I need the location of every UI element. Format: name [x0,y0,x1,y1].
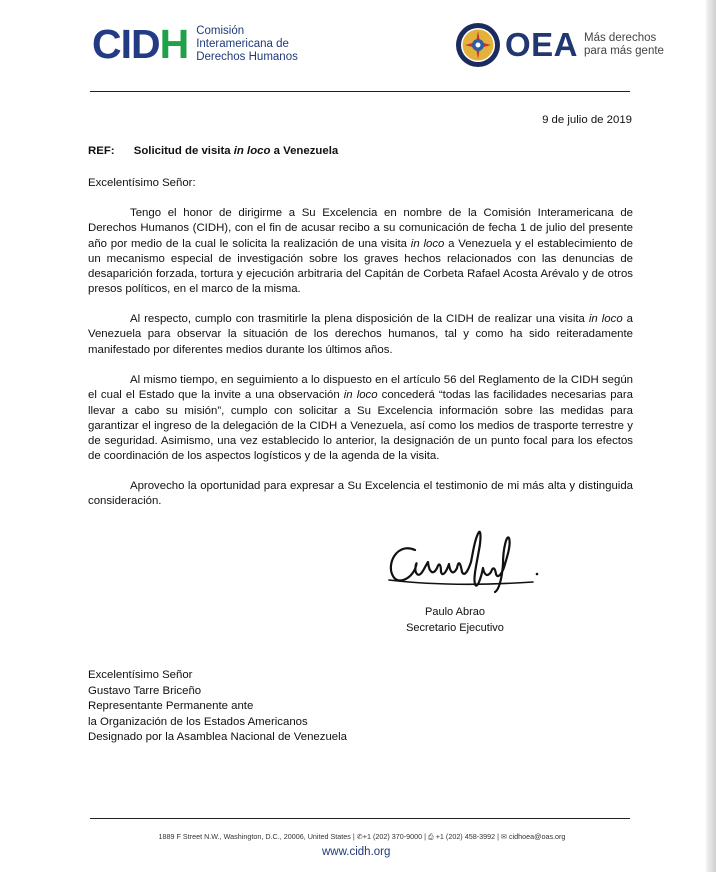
footer-contact: 1889 F Street N.W., Washington, D.C., 20006, United States | ✆+1 (202) 370-9000 | ⎙ +1 (202) 458-3992 | ✉ cidhoea@oas.org [158,832,566,841]
phone-icon: ✆ [356,832,363,841]
letter-date: 9 de julio de 2019 [542,114,632,126]
footer-email[interactable]: cidhoea@oas.org [508,832,566,841]
signer-title: Secretario Ejecutivo [406,622,504,634]
oea-seal-icon [455,22,501,68]
page-edge-shadow [706,0,716,872]
ref-label: REF: [88,145,115,157]
cidh-logo [92,21,298,67]
footer-website[interactable]: www.cidh.org [322,846,391,858]
recipient-address: Excelentísimo Señor Gustavo Tarre Briceño Representante Permanente ante la Organización de los Estados Americanos Designado por la Asamblea Nacional de Venezuela [88,669,347,744]
signer-name: Paulo Abrao [425,606,485,618]
footer-divider [90,818,630,819]
handwritten-signature [383,528,548,598]
ref-subject: Solicitud de visita in loco a Venezuela [133,145,339,157]
paragraph-4: Aprovecho la oportunidad para expresar a Su Excelencia el testimonio de mi más alta y distinguida consideración. [88,480,633,508]
salutation: Excelentísimo Señor: [88,177,196,189]
oea-logo [455,22,664,68]
footer-fax: +1 (202) 458-3992 [435,832,496,841]
fax-icon: ⎙ [427,832,434,841]
paragraph-1: Tengo el honor de dirigirme a Su Excelencia en nombre de la Comisión Interamericana de Derechos Humanos (CIDH), con el fin de acusar recibo a su comunicación de fecha 1 de julio del presente año por medio de la cual le solicita la realización de una visita in loco a Venezuela y el establecimiento de un mecanismo especial de investigación sobre los graves hechos relacionados con las denuncias de desaparición forzada, tortura y ejecución arbitraria del Capitán de Corbeta Rafael Acosta Arévalo y de otros presos políticos, en el marco de la misma. [88,207,633,296]
header-divider [90,91,630,92]
oea-wordmark: OEA [505,26,579,63]
oea-tagline: Más derechos para más gente [584,32,664,57]
email-icon: ✉ [500,832,507,841]
paragraph-3: Al mismo tiempo, en seguimiento a lo dispuesto en el artículo 56 del Reglamento de la CIDH según el cual el Estado que la invite a una observación in loco concederá “todas las facilidades necesarias para llevar a cabo su misión”, cumplo con solicitar a Su Excelencia información sobre las medidas para garantizar el ingreso de la delegación de la CIDH a Venezuela, así como los medios de trasporte terrestre y de seguridad. Asimismo, una vez establecido lo anterior, la designación de un punto focal para los efectos de coordinación de los aspectos logísticos y de la agenda de la visita. [88,374,633,463]
paragraph-2: Al respecto, cumplo con trasmitirle la plena disposición de la CIDH de realizar una visita in loco a Venezuela para observar la situación de los derechos humanos, tal y como ha sido reiteradamente manifestado por diferentes medios durante los últimos años. [88,313,633,356]
footer-address: 1889 F Street N.W., Washington, D.C., 20006, United States [158,832,351,841]
cidh-name: Comisión Interamericana de Derechos Humanos [196,25,298,63]
signature-block [400,604,510,636]
ref-line [88,144,338,159]
footer-phone: +1 (202) 370-9000 [362,832,423,841]
cidh-wordmark: CIDH [92,21,189,67]
